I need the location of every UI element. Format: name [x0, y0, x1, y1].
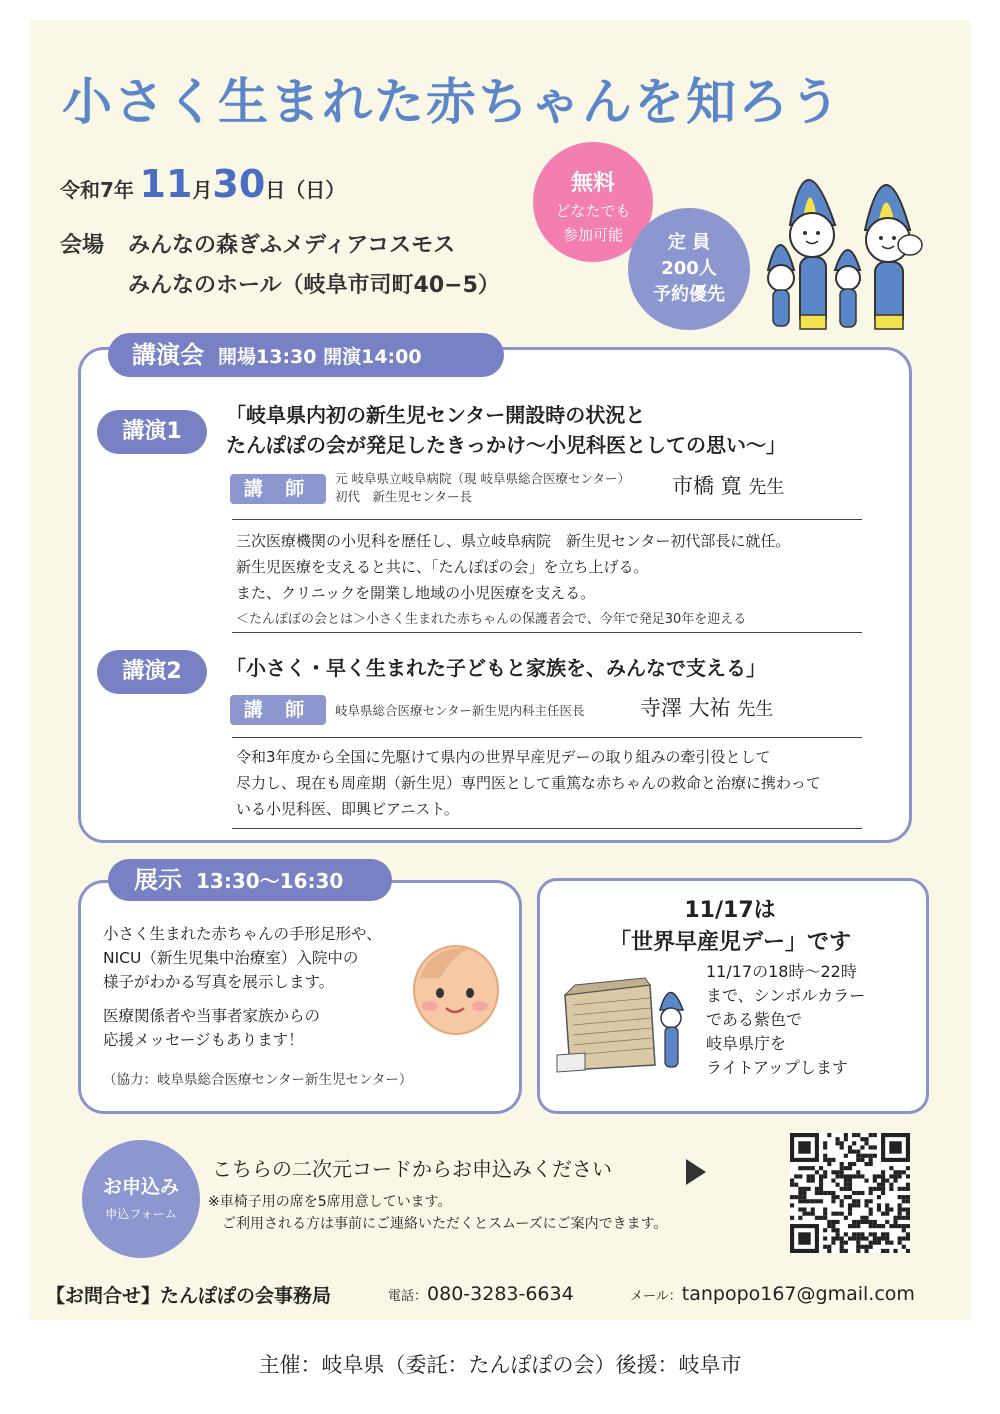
lecture-1-bio: [236, 528, 790, 606]
lecture-1-bio-line: 新生児医療を支えると共に、「たんぽぽの会」を立ち上げる。: [236, 558, 649, 576]
date-month: 11: [139, 162, 193, 206]
lecture-2-speaker-label: 講 師: [230, 695, 326, 725]
lecture-2-speaker-suffix: 先生: [737, 699, 774, 720]
world-day-line: 岐阜県庁を: [706, 1034, 787, 1053]
lecture-tab-time: 開場13:30 開演14:00: [218, 346, 422, 368]
free-badge-line3: 参加可能: [562, 226, 623, 244]
world-day-title: [537, 895, 923, 959]
lecture-1-affiliation-line1: 元 岐阜県立岐阜病院（現 岐阜県総合医療センター）: [335, 471, 630, 486]
lecture-1-speaker: [672, 470, 784, 500]
lecture-2-bio-line: 尽力し、現在も周産期（新生児）専門医として重篤な赤ちゃんの救命と治療に携わって: [236, 774, 821, 792]
organizer-footer: 主催：岐阜県（委託：たんぽぽの会）後援：岐阜市: [258, 1353, 742, 1377]
world-day-line: まで、シンボルカラー: [706, 986, 866, 1005]
mascot-tall-left: [790, 180, 835, 329]
mail-address[interactable]: tanpopo167@gmail.com: [681, 1283, 915, 1305]
free-badge-title: 無料: [570, 171, 615, 196]
mail-label: メール：: [630, 1289, 682, 1304]
world-day-line: である紫色で: [706, 1010, 803, 1029]
exhibition-line: 応援メッセージもあります！: [103, 1031, 304, 1049]
mascot-tall-right: [865, 185, 922, 329]
lecture-1-speaker-suffix: 先生: [748, 477, 785, 498]
apply-badge-subtitle: 申込フォーム: [105, 1207, 177, 1221]
lecture-1-bio-line: また、クリニックを開業し地域の小児医療を支える。: [236, 584, 596, 602]
apply-badge: [82, 1140, 200, 1258]
world-day-title-line1: 11/17は: [684, 898, 776, 923]
lecture-tab: [108, 333, 504, 377]
lecture-2-title: 「小さく・早く生まれた子どもと家族を、みんなで支える」: [226, 656, 766, 680]
lecture-2-bio: [236, 744, 821, 822]
contact-phone: [388, 1283, 574, 1305]
exhibition-tab-label: 展示: [134, 866, 182, 894]
lecture-2-bio-line: 令和3年度から全国に先駆けて県内の世界早産児デーの取り組みの牽引役として: [236, 748, 771, 766]
mascot-small-center: [835, 250, 860, 327]
lecture-2-bio-line: いる小児科医、即興ピアニスト。: [236, 800, 459, 818]
lecture-1-speaker-name: 市橋 寛: [672, 474, 742, 498]
capacity-note: 予約優先: [653, 284, 725, 305]
exhibition-tab: [108, 859, 392, 901]
lecture-2-speaker-name: 寺澤 大祐: [640, 696, 731, 720]
lecture-1-speaker-label: 講 師: [230, 474, 326, 504]
exhibition-line: 医療関係者や当事者家族からの: [103, 1007, 321, 1025]
date-day: 30: [212, 162, 266, 206]
lecture-2-affiliation: 岐阜県総合医療センター新生児内科主任医長: [335, 703, 585, 718]
world-day-line: ライトアップします: [706, 1058, 848, 1077]
exhibition-description: [103, 922, 382, 1052]
lecture-1-affiliation: [335, 470, 630, 506]
date-era: 令和7年: [60, 178, 134, 202]
lecture-1-title-line1: 「岐阜県内初の新生児センター開設時の状況と: [226, 403, 646, 427]
venue-hall: みんなのホール（岐阜市司町40−5）: [128, 273, 500, 298]
wheelchair-note-line1: ※車椅子用の席を5席用意しています。: [208, 1194, 452, 1210]
divider: [232, 737, 862, 738]
lecture-1-title-line2: たんぽぽの会が発足したきっかけ～小児科医としての思い～」: [226, 433, 786, 457]
wheelchair-note: [208, 1191, 667, 1235]
date-weekday: （日）: [285, 178, 346, 202]
venue-name: みんなの森ぎふメディアコスモス: [128, 233, 456, 258]
qr-code-icon[interactable]: [790, 1133, 910, 1253]
world-day-line: 11/17の18時～22時: [706, 962, 857, 981]
exhibition-line: 小さく生まれた赤ちゃんの手形足形や、: [103, 925, 382, 943]
mascot-family-illustration: [760, 130, 960, 340]
divider: [232, 828, 862, 829]
apply-instruction: こちらの二次元コードからお申込みください: [212, 1157, 612, 1181]
lecture-1-title: [226, 400, 786, 460]
free-badge-line2: どなたでも: [555, 202, 631, 220]
event-date: [60, 162, 345, 206]
contact-label: 【お問合せ】たんぽぽの会事務局: [46, 1285, 332, 1307]
divider: [232, 519, 862, 520]
lecture-2-label: 講演2: [97, 650, 207, 694]
phone-number[interactable]: 080-3283-6634: [427, 1283, 574, 1305]
venue-label: 会場: [60, 233, 105, 258]
arrow-right-icon: [686, 1159, 706, 1185]
wheelchair-note-line2: ご利用される方は事前にご連絡いただくとスムーズにご案内できます。: [208, 1216, 668, 1232]
capacity-count: 200人: [661, 258, 717, 279]
capacity-label: 定 員: [667, 232, 711, 253]
world-day-description: [706, 960, 865, 1080]
page-title: 小さく生まれた赤ちゃんを知ろう: [62, 73, 842, 131]
exhibition-line: NICU（新生児集中治療室）入院中の: [103, 949, 359, 967]
lecture-1-label: 講演1: [97, 410, 207, 454]
contact-mail: [630, 1283, 915, 1305]
lecture-tab-label: 講演会: [132, 341, 204, 369]
exhibition-cooperation: （協力：岐阜県総合医療センター新生児センター）: [103, 1072, 413, 1088]
exhibition-line: 様子がわかる写真を展示します。: [103, 973, 335, 991]
date-month-unit: 月: [192, 178, 213, 202]
world-day-title-line2: 「世界早産児デー」です: [608, 930, 851, 955]
capacity-badge: [628, 208, 750, 330]
lecture-1-affiliation-line2: 初代 新生児センター長: [335, 489, 473, 504]
tanpopo-note: ＜たんぽぽの会とは＞小さく生まれた赤ちゃんの保護者会で、今年で発足30年を迎える: [236, 612, 747, 627]
phone-label: 電話：: [388, 1289, 428, 1304]
mascot-small-left: [768, 245, 794, 326]
baby-face-icon: [410, 938, 502, 1038]
lecture-1-bio-line: 三次医療機関の小児科を歴任し、県立岐阜病院 新生児センター初代部長に就任。: [236, 532, 791, 550]
apply-badge-title: お申込み: [102, 1176, 179, 1198]
divider: [232, 632, 862, 633]
date-day-unit: 日: [265, 178, 286, 202]
lecture-2-speaker: [640, 692, 773, 722]
prefectural-office-icon: [555, 970, 700, 1080]
exhibition-tab-time: 13:30～16:30: [196, 869, 344, 893]
